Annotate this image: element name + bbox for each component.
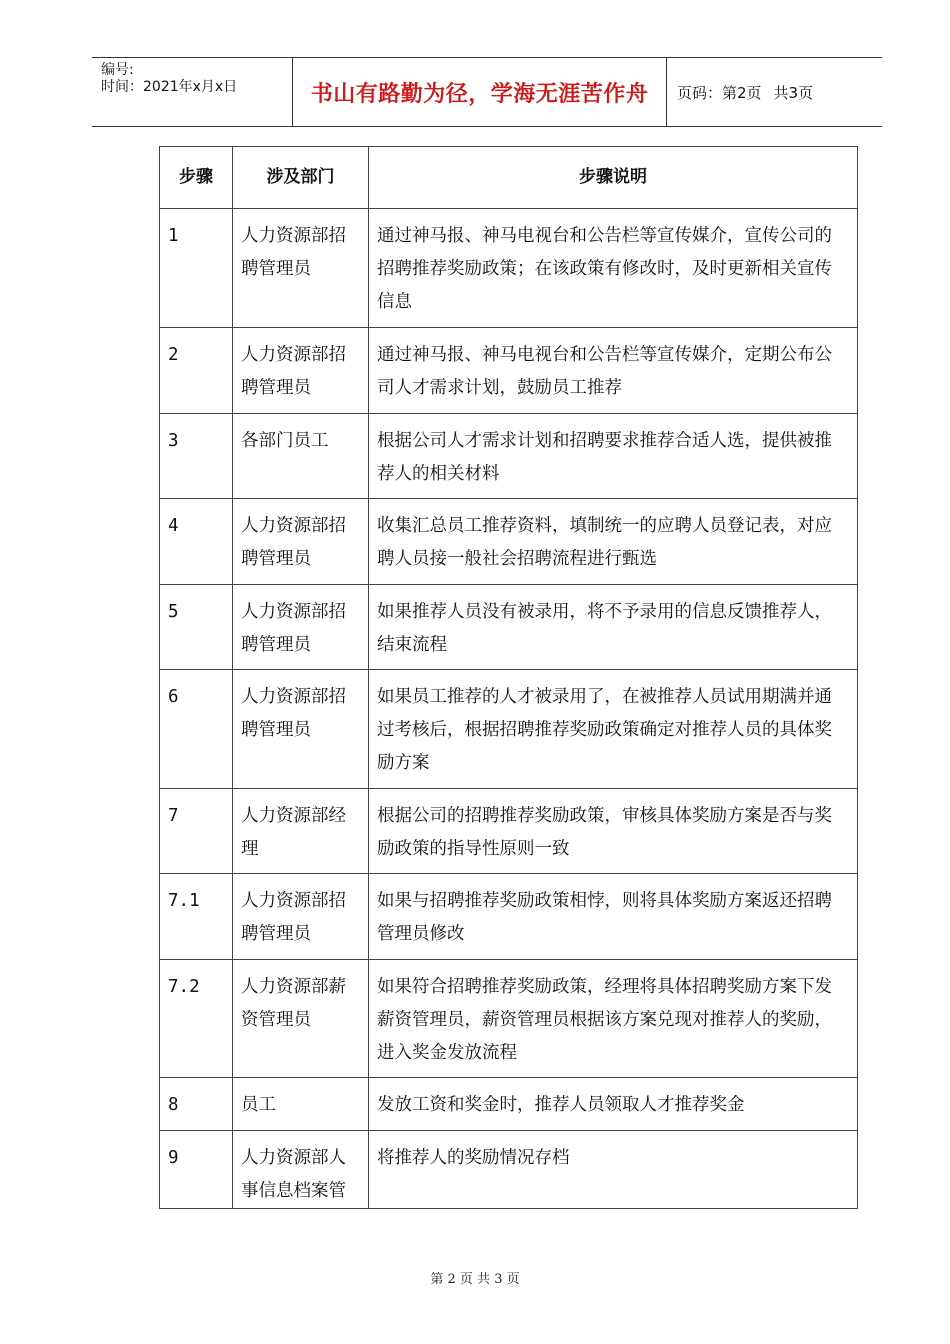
header-department: 涉及部门	[233, 147, 369, 209]
department-cell: 人力资源部经理	[233, 789, 369, 874]
description-cell: 将推荐人的奖励情况存档	[369, 1131, 858, 1209]
description-cell: 发放工资和奖金时，推荐人员领取人才推荐奖金	[369, 1078, 858, 1131]
description-cell: 收集汇总员工推荐资料，填制统一的应聘人员登记表，对应聘人员接一般社会招聘流程进行甄选	[369, 499, 858, 585]
step-cell: 4	[160, 499, 233, 585]
department-cell: 人力资源部招聘管理员	[233, 499, 369, 585]
page-header	[92, 57, 882, 127]
table-row	[160, 1078, 858, 1131]
step-cell: 1	[160, 209, 233, 328]
department-cell: 各部门员工	[233, 414, 369, 499]
header-step: 步骤	[160, 147, 233, 209]
process-steps-table	[159, 146, 858, 1209]
table-row	[160, 670, 858, 789]
description-cell: 通过神马报、神马电视台和公告栏等宣传媒介，定期公布公司人才需求计划，鼓励员工推荐	[369, 328, 858, 414]
table-row	[160, 328, 858, 414]
department-cell: 人力资源部招聘管理员	[233, 209, 369, 328]
department-cell: 人力资源部薪资管理员	[233, 960, 369, 1078]
department-cell: 人力资源部人事信息档案管	[233, 1131, 369, 1209]
description-cell: 如果员工推荐的人才被录用了，在被推荐人员试用期满并通过考核后，根据招聘推荐奖励政策确定对推荐人员的具体奖励方案	[369, 670, 858, 789]
table-header-row	[160, 147, 858, 209]
step-cell: 7.1	[160, 874, 233, 960]
page-footer: 第 2 页 共 3 页	[430, 1272, 520, 1287]
description-cell: 根据公司人才需求计划和招聘要求推荐合适人选，提供被推荐人的相关材料	[369, 414, 858, 499]
header-page-info	[667, 58, 882, 126]
header-motto: 书山有路勤为径，学海无涯苦作舟	[293, 58, 667, 126]
department-cell: 人力资源部招聘管理员	[233, 874, 369, 960]
department-cell: 人力资源部招聘管理员	[233, 585, 369, 670]
step-cell: 3	[160, 414, 233, 499]
table-row	[160, 414, 858, 499]
step-cell: 8	[160, 1078, 233, 1131]
description-cell: 根据公司的招聘推荐奖励政策，审核具体奖励方案是否与奖励政策的指导性原则一致	[369, 789, 858, 874]
step-cell: 7.2	[160, 960, 233, 1078]
table-row	[160, 960, 858, 1078]
step-cell: 9	[160, 1131, 233, 1209]
description-cell: 如果推荐人员没有被录用，将不予录用的信息反馈推荐人，结束流程	[369, 585, 858, 670]
document-time-label: 时间：2021年x月x日	[101, 79, 238, 95]
header-description: 步骤说明	[369, 147, 858, 209]
description-cell: 如果符合招聘推荐奖励政策，经理将具体招聘奖励方案下发薪资管理员，薪资管理员根据该方案兑现对推荐人的奖励，进入奖金发放流程	[369, 960, 858, 1078]
step-cell: 7	[160, 789, 233, 874]
header-meta	[92, 58, 293, 126]
table-row	[160, 499, 858, 585]
table-row	[160, 789, 858, 874]
header-total-label: 共3页	[773, 83, 814, 102]
description-cell: 通过神马报、神马电视台和公告栏等宣传媒介，宣传公司的招聘推荐奖励政策；在该政策有修改时，及时更新相关宣传信息	[369, 209, 858, 328]
department-cell: 人力资源部招聘管理员	[233, 328, 369, 414]
step-cell: 6	[160, 670, 233, 789]
document-number-label: 编号:	[101, 62, 134, 78]
department-cell: 人力资源部招聘管理员	[233, 670, 369, 789]
header-page-label: 页码：第2页	[677, 83, 762, 102]
description-cell: 如果与招聘推荐奖励政策相悖，则将具体奖励方案返还招聘管理员修改	[369, 874, 858, 960]
table-row	[160, 585, 858, 670]
table-row	[160, 209, 858, 328]
department-cell: 员工	[233, 1078, 369, 1131]
table-row	[160, 1131, 858, 1209]
step-cell: 2	[160, 328, 233, 414]
table-row	[160, 874, 858, 960]
step-cell: 5	[160, 585, 233, 670]
